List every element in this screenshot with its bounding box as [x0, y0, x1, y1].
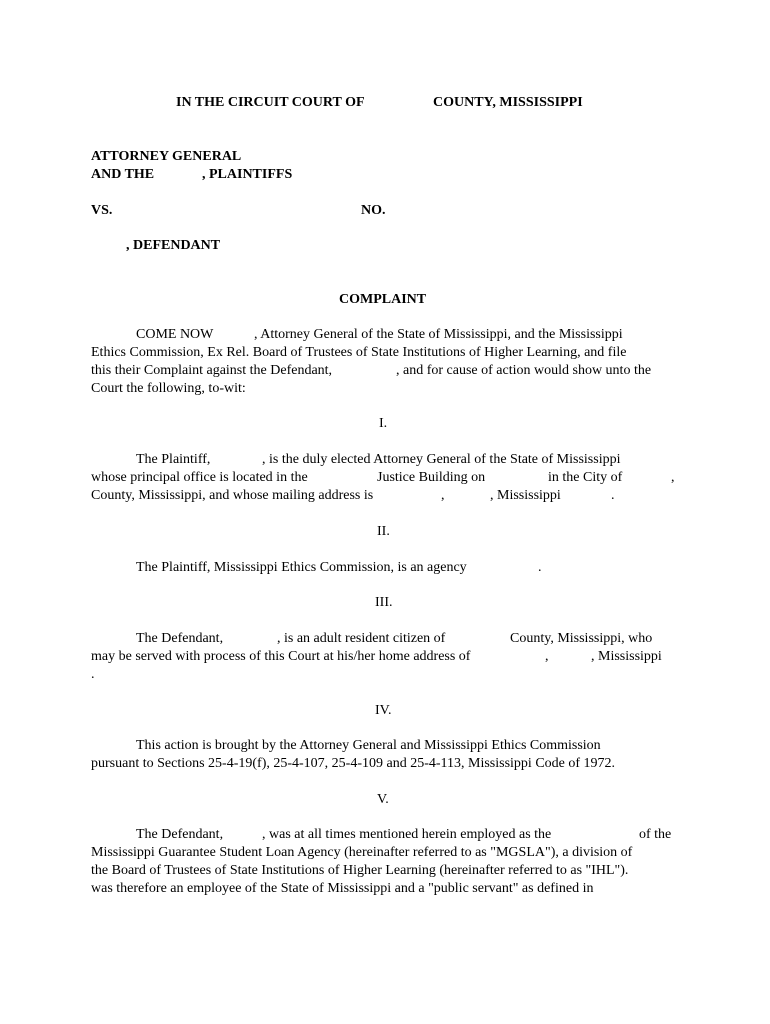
section-numeral-1: I. — [379, 416, 388, 431]
section-2-text: . — [538, 560, 542, 575]
section-1-text: whose principal office is located in the — [91, 470, 308, 485]
intro-text: , Attorney General of the State of Mississippi, and the Mississippi — [254, 327, 623, 342]
section-1-text: , — [441, 488, 445, 503]
versus-label: VS. — [91, 203, 113, 218]
section-3-text: , is an adult resident citizen of — [277, 631, 446, 646]
plaintiff-line-1: ATTORNEY GENERAL — [91, 149, 242, 164]
intro-text: COME NOW — [136, 327, 214, 342]
section-5-text: was therefore an employee of the State of Mississippi and a "public servant" as defined in — [91, 881, 594, 896]
intro-text: this their Complaint against the Defendant, — [91, 363, 333, 378]
section-1-text: in the City of — [548, 470, 623, 485]
section-4-text: This action is brought by the Attorney General and Mississippi Ethics Commission — [136, 738, 601, 753]
section-5-text: Mississippi Guarantee Student Loan Agency (hereinafter referred to as "MGSLA"), a division of — [91, 845, 633, 860]
document-title: COMPLAINT — [339, 292, 427, 307]
section-1-text: The Plaintiff, — [136, 452, 211, 467]
plaintiff-line-2a: AND THE — [91, 167, 155, 182]
section-2-text: The Plaintiff, Mississippi Ethics Commission, is an agency — [136, 560, 467, 575]
section-5-text: , was at all times mentioned herein employed as the — [262, 827, 552, 842]
section-1-text: , is the duly elected Attorney General of the State of Mississippi — [262, 452, 621, 467]
section-numeral-4: IV. — [375, 703, 392, 718]
defendant-label: , DEFENDANT — [126, 238, 221, 253]
section-1-text: , Mississippi — [490, 488, 561, 503]
plaintiff-line-2b: , PLAINTIFFS — [202, 167, 293, 182]
section-3-text: , Mississippi — [591, 649, 662, 664]
intro-text: Ethics Commission, Ex Rel. Board of Trustees of State Institutions of Higher Learning, and file — [91, 345, 627, 360]
section-3-text: , — [545, 649, 549, 664]
intro-text: Court the following, to-wit: — [91, 381, 246, 396]
section-numeral-5: V. — [377, 792, 389, 807]
section-5-text: the Board of Trustees of State Institutions of Higher Learning (hereinafter referred to as "IHL"). — [91, 863, 629, 878]
section-1-text: Justice Building on — [377, 470, 486, 485]
section-5-text: The Defendant, — [136, 827, 224, 842]
section-3-text: The Defendant, — [136, 631, 224, 646]
court-heading: IN THE CIRCUIT COURT OF — [176, 95, 365, 110]
section-numeral-3: III. — [375, 595, 393, 610]
section-1-text: , — [671, 470, 675, 485]
section-3-text: County, Mississippi, who — [510, 631, 653, 646]
county-heading: COUNTY, MISSISSIPPI — [433, 95, 583, 110]
section-numeral-2: II. — [377, 524, 390, 539]
section-1-text: . — [611, 488, 615, 503]
section-5-text: of the — [639, 827, 672, 842]
intro-text: , and for cause of action would show unto the — [396, 363, 652, 378]
case-number-label: NO. — [361, 203, 386, 218]
section-4-text: pursuant to Sections 25-4-19(f), 25-4-107, 25-4-109 and 25-4-113, Mississippi Code of 1972. — [91, 756, 616, 771]
section-3-text: may be served with process of this Court at his/her home address of — [91, 649, 471, 664]
section-3-text: . — [91, 667, 95, 682]
section-1-text: County, Mississippi, and whose mailing address is — [91, 488, 374, 503]
